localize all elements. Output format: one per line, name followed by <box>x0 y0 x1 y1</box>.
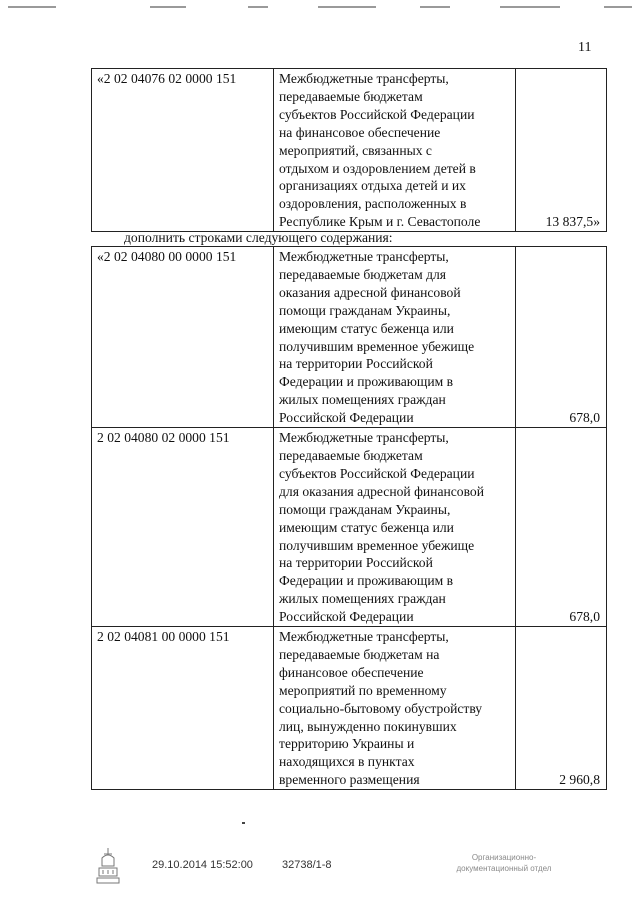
ink-mark <box>242 822 245 824</box>
description-cell <box>274 428 516 627</box>
table-row <box>92 627 607 790</box>
description-line: оказания адресной финансовой <box>279 284 461 300</box>
description-line: отдыхом и оздоровлением детей в <box>279 160 476 176</box>
table-row <box>92 428 607 627</box>
amount-cell: 2 960,8 <box>516 627 607 790</box>
description-cell <box>274 627 516 790</box>
page-number: 11 <box>578 40 592 55</box>
description-line: организациях отдыха детей и их <box>279 178 466 194</box>
seal-icon <box>96 846 120 889</box>
amount-cell: 13 837,5» <box>516 69 607 232</box>
stamp-line: документационный отдел <box>456 864 552 873</box>
description-cell <box>274 69 516 232</box>
description-line: находящихся в пунктах <box>279 754 415 770</box>
budget-code-cell: 2 02 04080 02 0000 151 <box>92 428 274 627</box>
description-line: Межбюджетные трансферты, <box>279 629 449 645</box>
table-body <box>92 247 607 790</box>
footer-reference: 32738/1-8 <box>282 859 332 871</box>
table-row <box>92 247 607 428</box>
description-line: социально-бытовому обустройству <box>279 700 483 716</box>
description-line: Межбюджетные трансферты, <box>279 71 449 86</box>
description-line: получившим временное убежище <box>279 338 475 354</box>
budget-table-added <box>91 246 607 790</box>
description-line: субъектов Российской Федерации <box>279 106 475 122</box>
stamp-line: Организационно- <box>471 853 537 862</box>
budget-code-cell: 2 02 04081 00 0000 151 <box>92 627 274 790</box>
description-line: передаваемые бюджетам для <box>279 266 447 282</box>
amount-cell: 678,0 <box>516 428 607 627</box>
description-line: Федерации и проживающим в <box>279 573 454 589</box>
description-line: субъектов Российской Федерации <box>279 465 475 481</box>
description-line: на территории Российской <box>279 555 433 571</box>
description-line: получившим временное убежище <box>279 537 475 553</box>
description-line: передаваемые бюджетам <box>279 88 423 104</box>
description-line: Российской Федерации <box>279 410 414 426</box>
table-body <box>92 69 607 232</box>
description-line: территорию Украины и <box>279 736 415 752</box>
description-line: мероприятий по временному <box>279 682 447 698</box>
footer-timestamp: 29.10.2014 15:52:00 <box>152 859 253 871</box>
amendment-instruction: дополнить строками следующего содержания: <box>124 230 393 245</box>
description-line: Межбюджетные трансферты, <box>279 249 449 264</box>
description-line: финансовое обеспечение <box>279 664 424 680</box>
description-line: жилых помещениях граждан <box>279 392 446 408</box>
description-line: для оказания адресной финансовой <box>279 483 484 499</box>
description-line: Межбюджетные трансферты, <box>279 430 449 446</box>
budget-code-cell: «2 02 04080 00 0000 151 <box>92 247 274 428</box>
description-line: мероприятий, связанных с <box>279 142 432 158</box>
description-line: передаваемые бюджетам на <box>279 646 440 662</box>
description-line: имеющим статус беженца или <box>279 320 454 336</box>
description-line: на территории Российской <box>279 356 433 372</box>
description-line: передаваемые бюджетам <box>279 447 423 463</box>
description-line: временного размещения <box>279 772 420 788</box>
description-line: помощи гражданам Украины, <box>279 501 451 517</box>
description-line: жилых помещениях граждан <box>279 591 446 607</box>
description-line: на финансовое обеспечение <box>279 124 441 140</box>
description-line: оздоровления, расположенных в <box>279 196 467 212</box>
budget-code-cell: «2 02 04076 02 0000 151 <box>92 69 274 232</box>
budget-table-existing <box>91 68 607 232</box>
description-cell <box>274 247 516 428</box>
description-line: Российской Федерации <box>279 609 414 625</box>
description-line: Федерации и проживающим в <box>279 374 454 390</box>
description-line: лиц, вынужденно покинувших <box>279 718 457 734</box>
description-line: имеющим статус беженца или <box>279 519 454 535</box>
amount-cell: 678,0 <box>516 247 607 428</box>
department-stamp <box>448 852 560 874</box>
scan-artifact-top <box>0 0 640 14</box>
table-row <box>92 69 607 232</box>
description-line: Республике Крым и г. Севастополе <box>279 214 481 230</box>
description-line: помощи гражданам Украины, <box>279 302 451 318</box>
